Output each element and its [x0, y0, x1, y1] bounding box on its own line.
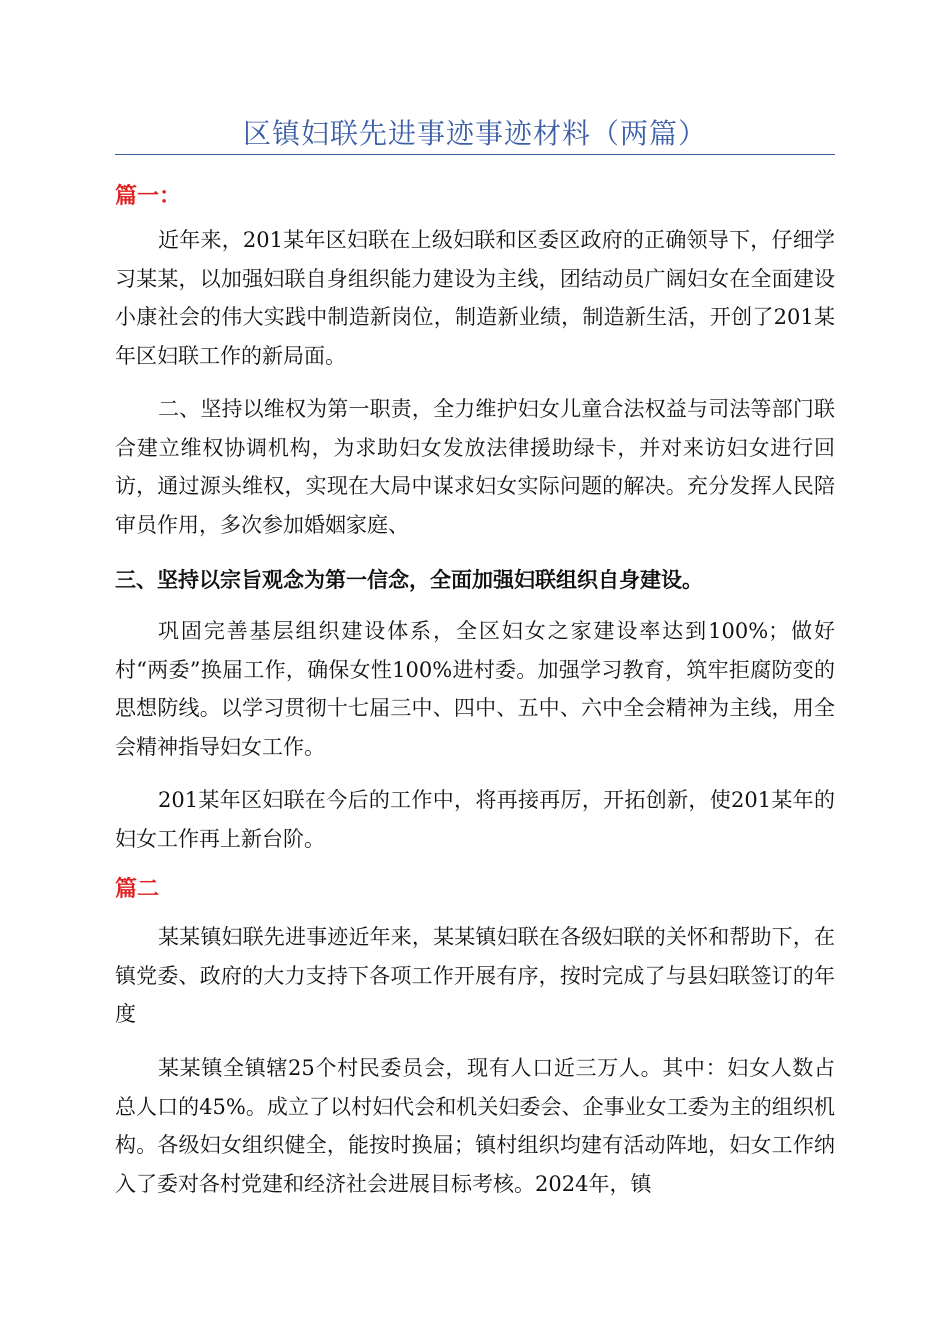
section-1-subheading: 三、坚持以宗旨观念为第一信念，全面加强妇联组织自身建设。 — [115, 568, 703, 592]
section-1-paragraph-3: 巩固完善基层组织建设体系，全区妇女之家建设率达到100%；做好村“两委”换届工作，确保女性100%进村委。加强学习教育，筑牢拒腐防变的思想防线。以学习贯彻十七届三中、四中、五中、六中全会精神为主线，用全会精神指导妇女工作。 — [115, 619, 835, 759]
section-1-paragraph-1: 近年来，201某年区妇联在上级妇联和区委区政府的正确领导下，仔细学习某某，以加强妇联自身组织能力建设为主线，团结动员广阔妇女在全面建设小康社会的伟大实践中制造新岗位，制造新业绩，制造新生活，开创了201某年区妇联工作的新局面。 — [115, 228, 835, 368]
section-1-paragraph-2: 二、坚持以维权为第一职责，全力维护妇女儿童合法权益与司法等部门联合建立维权协调机构，为求助妇女发放法律援助绿卡，并对来访妇女进行回访，通过源头维权，实现在大局中谋求妇女实际问题的解决。充分发挥人民陪审员作用，多次参加婚姻家庭、 — [115, 397, 835, 537]
section-2-heading: 篇二 — [115, 877, 160, 902]
document-title: 区镇妇联先进事迹事迹材料（两篇） — [242, 117, 707, 150]
section-1-paragraph-4: 201某年区妇联在今后的工作中，将再接再厉，开拓创新，使201某年的妇女工作再上新台阶。 — [115, 788, 835, 851]
section-1-heading: 篇一： — [115, 184, 182, 209]
section-2-paragraph-2: 某某镇全镇辖25个村民委员会，现有人口近三万人。其中：妇女人数占总人口的45%。成立了以村妇代会和机关妇委会、企事业女工委为主的组织机构。各级妇女组织健全，能按时换届；镇村组织均建有活动阵地，妇女工作纳入了委对各村党建和经济社会进展目标考核。2024年，镇 — [115, 1056, 835, 1196]
title-underline — [115, 154, 835, 155]
section-2-paragraph-1: 某某镇妇联先进事迹近年来，某某镇妇联在各级妇联的关怀和帮助下，在镇党委、政府的大力支持下各项工作开展有序，按时完成了与县妇联签订的年度 — [115, 925, 835, 1026]
